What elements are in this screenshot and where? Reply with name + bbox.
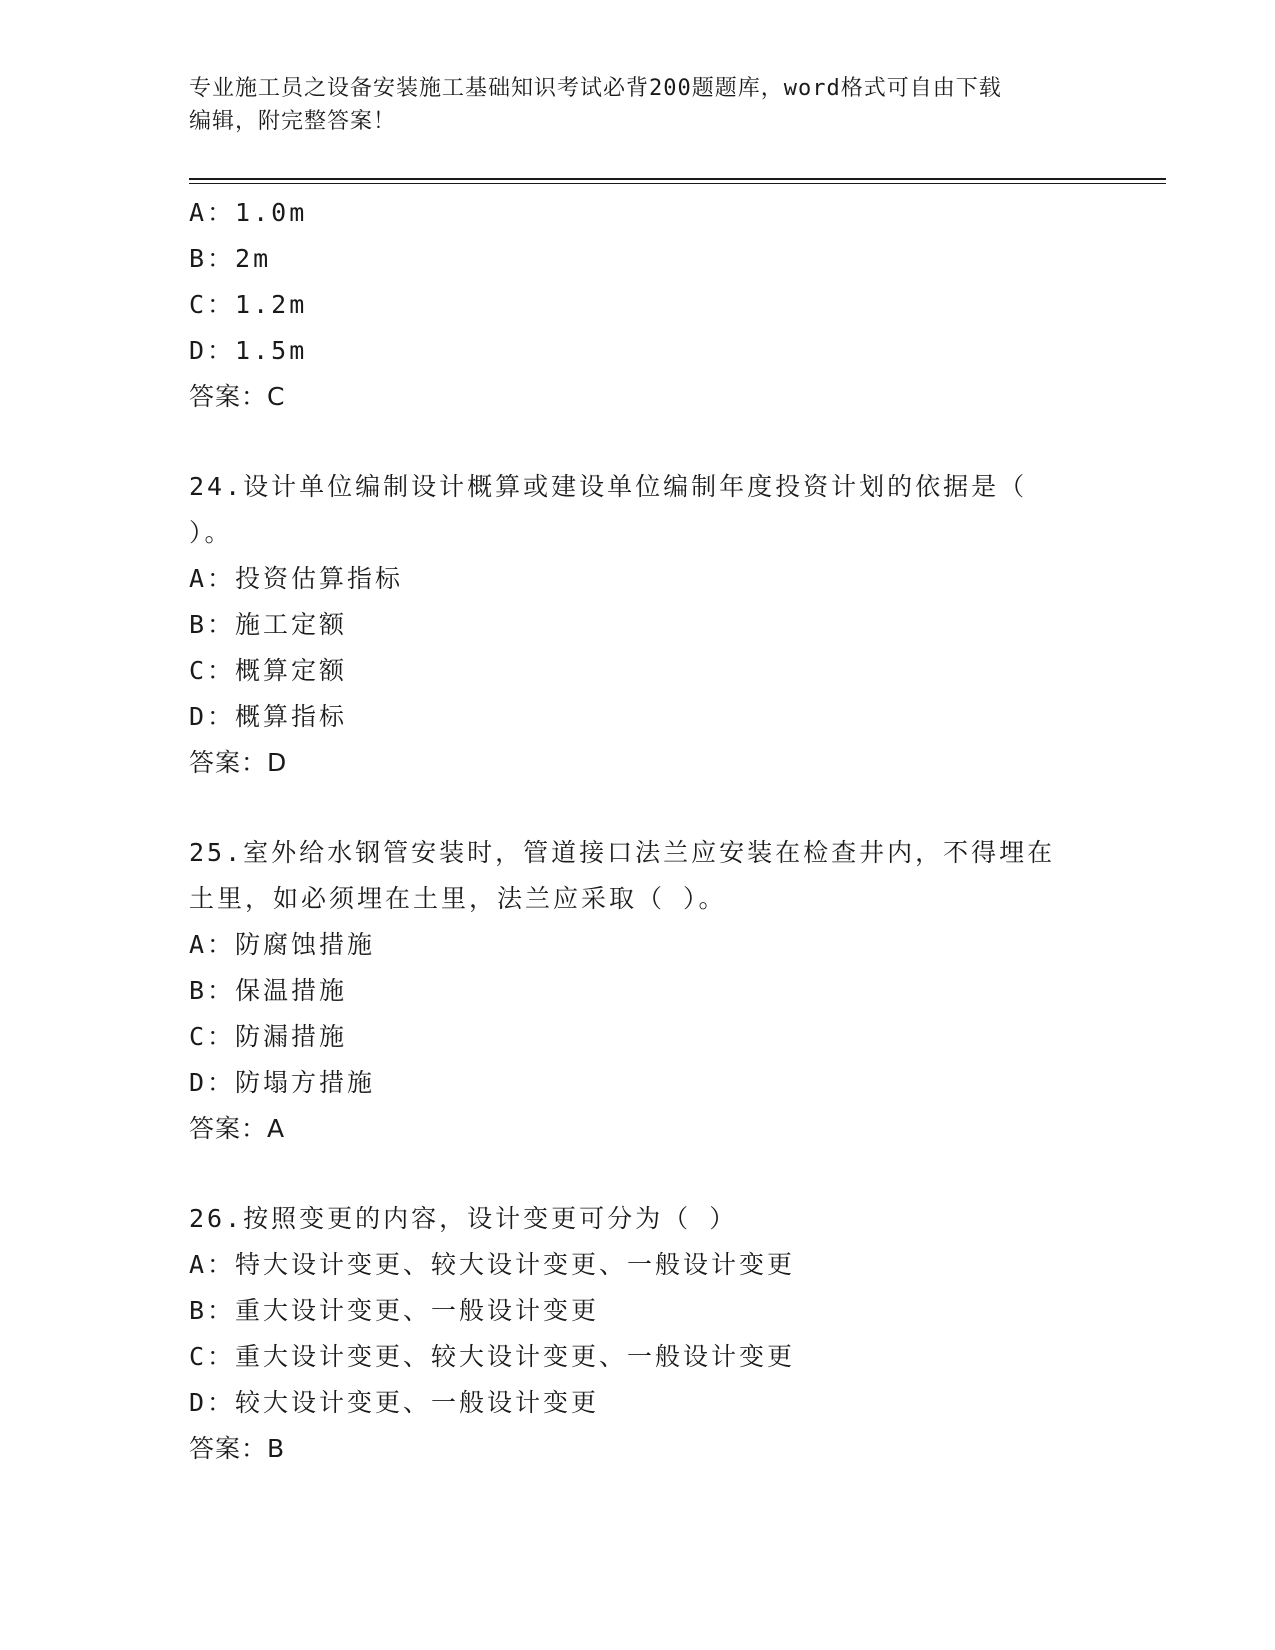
q26-answer: 答案：B [189, 1434, 286, 1463]
q26-option-a: A：特大设计变更、较大设计变更、一般设计变更 [189, 1250, 796, 1279]
header-divider [189, 178, 1166, 184]
q25-option-d: D：防塌方措施 [189, 1068, 376, 1097]
q24-option-d: D：概算指标 [189, 702, 348, 731]
q24-option-a: A：投资估算指标 [189, 564, 404, 593]
question-23 [189, 190, 1089, 420]
question-24 [189, 464, 1089, 786]
q23-option-c: C：1.2m [189, 290, 308, 319]
q25-option-a: A：防腐蚀措施 [189, 930, 376, 959]
q24-answer: 答案：D [189, 748, 288, 777]
q23-option-b: B：2m [189, 244, 272, 273]
document-header [189, 72, 1089, 138]
q25-stem-line-1: 25.室外给水钢管安装时，管道接口法兰应安装在检查井内，不得埋在 [189, 838, 1056, 867]
spacer [189, 420, 1089, 464]
q26-stem-line-1: 26.按照变更的内容，设计变更可分为（ ） [189, 1204, 738, 1233]
q23-answer: 答案：C [189, 382, 286, 411]
q23-option-d: D：1.5m [189, 336, 308, 365]
header-title-line-1: 专业施工员之设备安装施工基础知识考试必背200题题库，word格式可自由下载 [189, 76, 1002, 101]
question-26 [189, 1196, 1089, 1472]
question-list [189, 190, 1089, 1472]
question-25 [189, 830, 1089, 1152]
spacer [189, 1152, 1089, 1196]
header-title-line-2: 编辑，附完整答案！ [189, 109, 397, 134]
q23-option-a: A：1.0m [189, 198, 308, 227]
q26-option-b: B：重大设计变更、一般设计变更 [189, 1296, 600, 1325]
q26-option-d: D：较大设计变更、一般设计变更 [189, 1388, 600, 1417]
q25-answer: 答案：A [189, 1114, 286, 1143]
spacer [189, 786, 1089, 830]
q24-stem-line-1: 24.设计单位编制设计概算或建设单位编制年度投资计划的依据是（ [189, 472, 1028, 501]
q24-option-b: B：施工定额 [189, 610, 348, 639]
q25-option-c: C：防漏措施 [189, 1022, 348, 1051]
q24-option-c: C：概算定额 [189, 656, 348, 685]
q25-option-b: B：保温措施 [189, 976, 348, 1005]
q26-option-c: C：重大设计变更、较大设计变更、一般设计变更 [189, 1342, 796, 1371]
q25-stem-line-2: 土里，如必须埋在土里，法兰应采取（ ）。 [189, 884, 727, 913]
q24-stem-line-2: ）。 [189, 518, 233, 547]
